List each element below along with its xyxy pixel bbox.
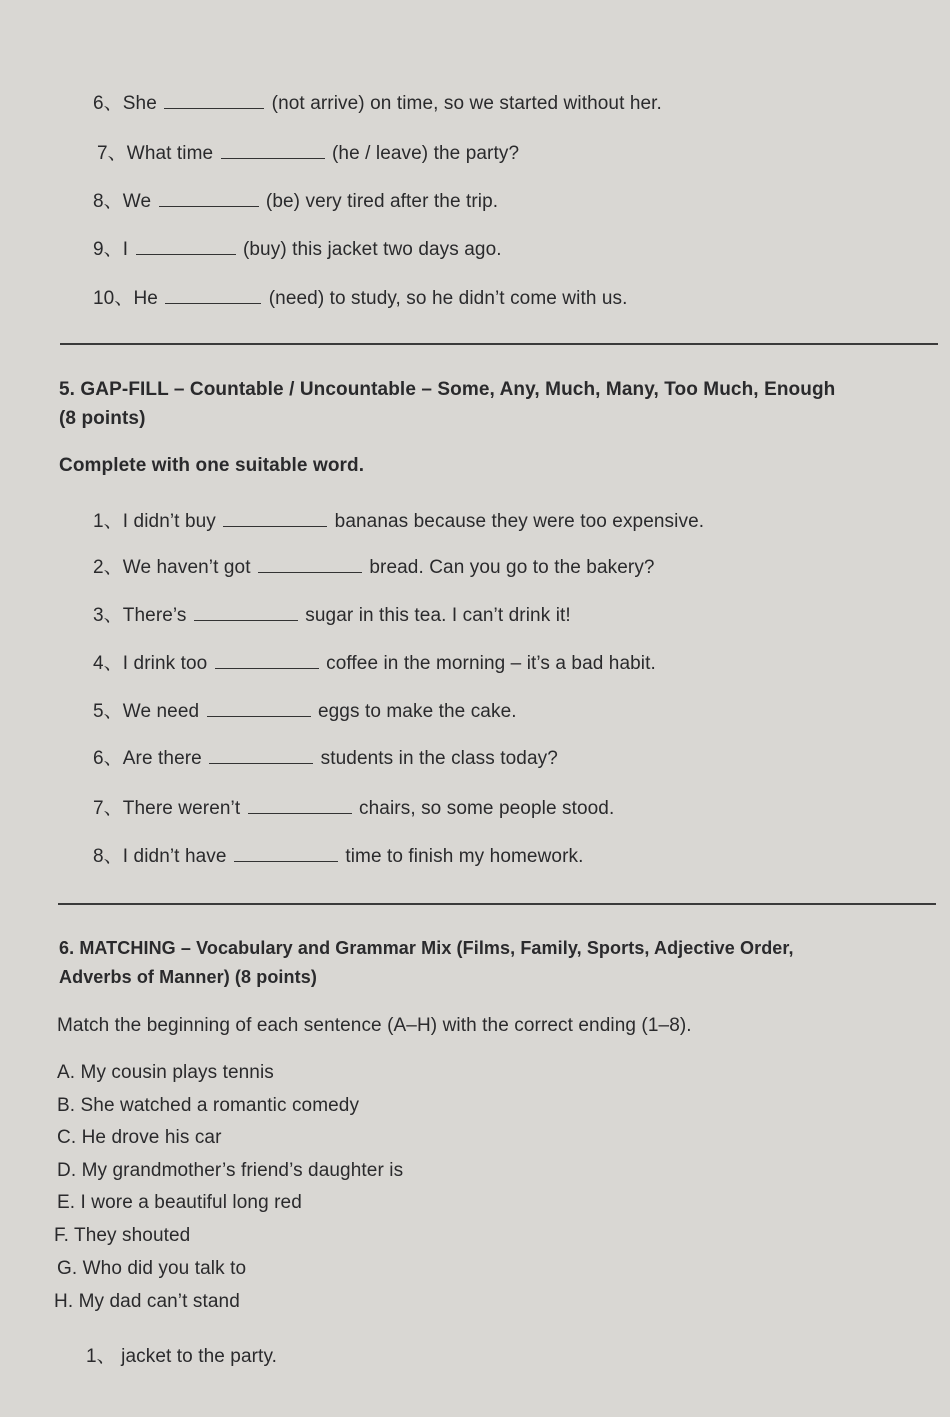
s5-item-2 xyxy=(93,552,655,579)
item-number: 7、 xyxy=(93,798,123,819)
answer-blank[interactable] xyxy=(165,302,261,304)
section5-title: 5. GAP-FILL – Countable / Uncountable – Some, Any, Much, Many, Too Much, Enough xyxy=(59,379,836,400)
s5-item-5 xyxy=(93,696,517,723)
s4-item-9 xyxy=(93,234,502,261)
matching-beginning-e: E. I wore a beautiful long red xyxy=(57,1192,302,1213)
s4-item-10 xyxy=(93,283,628,310)
answer-blank[interactable] xyxy=(215,667,319,669)
matching-beginning-a: A. My cousin plays tennis xyxy=(57,1062,274,1083)
s5-item-3 xyxy=(93,600,571,627)
item-number: 7、 xyxy=(97,143,127,164)
item-after: bananas because they were too expensive. xyxy=(334,511,705,532)
item-before: Are there xyxy=(122,748,202,769)
matching-beginning-d: D. My grandmother’s friend’s daughter is xyxy=(57,1160,404,1181)
item-after: (be) very tired after the trip. xyxy=(265,191,499,212)
item-number: 6、 xyxy=(93,748,123,769)
s5-item-8 xyxy=(93,841,584,868)
matching-beginning-c: C. He drove his car xyxy=(57,1127,222,1148)
item-after: bread. Can you go to the bakery? xyxy=(369,557,655,578)
item-before: I didn’t buy xyxy=(122,511,216,532)
ending-text: jacket to the party. xyxy=(121,1346,278,1367)
matching-beginning-h: H. My dad can’t stand xyxy=(54,1291,240,1312)
item-before: I drink too xyxy=(122,653,208,674)
item-after: (not arrive) on time, so we started without her. xyxy=(271,93,662,114)
item-before: There weren’t xyxy=(122,798,241,819)
item-after: (buy) this jacket two days ago. xyxy=(242,239,502,260)
item-before: There’s xyxy=(122,605,187,626)
item-number: 9、 xyxy=(93,239,123,260)
answer-blank[interactable] xyxy=(209,762,313,764)
answer-blank[interactable] xyxy=(164,107,264,109)
ending-number: 1、 xyxy=(86,1346,116,1367)
answer-blank[interactable] xyxy=(221,157,325,159)
item-before: We need xyxy=(122,701,200,722)
s5-item-6 xyxy=(93,743,558,770)
s5-item-1 xyxy=(93,506,704,533)
section-divider xyxy=(58,903,936,905)
answer-blank[interactable] xyxy=(136,253,236,255)
matching-beginning-g: G. Who did you talk to xyxy=(57,1258,247,1279)
item-number: 1、 xyxy=(93,511,123,532)
section5-points: (8 points) xyxy=(59,408,146,429)
item-number: 10、 xyxy=(93,288,134,309)
answer-blank[interactable] xyxy=(248,812,352,814)
item-before: She xyxy=(122,93,157,114)
item-after: (need) to study, so he didn’t come with us. xyxy=(268,288,628,309)
item-number: 8、 xyxy=(93,846,123,867)
item-after: (he / leave) the party? xyxy=(331,143,520,164)
section6-title-line1: 6. MATCHING – Vocabulary and Grammar Mix (Films, Family, Sports, Adjective Order, xyxy=(59,938,794,958)
item-before: I xyxy=(122,239,129,260)
answer-blank[interactable] xyxy=(258,571,362,573)
item-number: 8、 xyxy=(93,191,123,212)
item-before: What time xyxy=(126,143,214,164)
item-before: We haven’t got xyxy=(122,557,251,578)
s5-item-4 xyxy=(93,648,656,675)
item-before: I didn’t have xyxy=(122,846,227,867)
section6-instruction: Match the beginning of each sentence (A–H) with the correct ending (1–8). xyxy=(57,1015,692,1036)
answer-blank[interactable] xyxy=(207,715,311,717)
item-number: 5、 xyxy=(93,701,123,722)
item-after: students in the class today? xyxy=(320,748,558,769)
item-after: eggs to make the cake. xyxy=(317,701,517,722)
section5-instruction: Complete with one suitable word. xyxy=(59,455,365,476)
item-before: We xyxy=(122,191,152,212)
s4-item-6 xyxy=(93,88,662,115)
item-number: 4、 xyxy=(93,653,123,674)
section-divider xyxy=(60,343,938,345)
item-after: coffee in the morning – it’s a bad habit. xyxy=(326,653,656,674)
section6-title-line2: Adverbs of Manner) (8 points) xyxy=(59,967,317,987)
answer-blank[interactable] xyxy=(159,205,259,207)
item-after: chairs, so some people stood. xyxy=(359,798,615,819)
item-after: time to finish my homework. xyxy=(345,846,584,867)
s4-item-8 xyxy=(93,186,498,213)
matching-beginning-f: F. They shouted xyxy=(54,1225,191,1246)
item-before: He xyxy=(133,288,158,309)
s4-item-7 xyxy=(97,138,519,165)
matching-ending-1 xyxy=(86,1341,277,1368)
item-number: 6、 xyxy=(93,93,123,114)
answer-blank[interactable] xyxy=(194,619,298,621)
item-number: 2、 xyxy=(93,557,123,578)
s5-item-7 xyxy=(93,793,614,820)
answer-blank[interactable] xyxy=(223,525,327,527)
item-after: sugar in this tea. I can’t drink it! xyxy=(305,605,571,626)
answer-blank[interactable] xyxy=(234,860,338,862)
matching-beginning-b: B. She watched a romantic comedy xyxy=(57,1095,360,1116)
item-number: 3、 xyxy=(93,605,123,626)
